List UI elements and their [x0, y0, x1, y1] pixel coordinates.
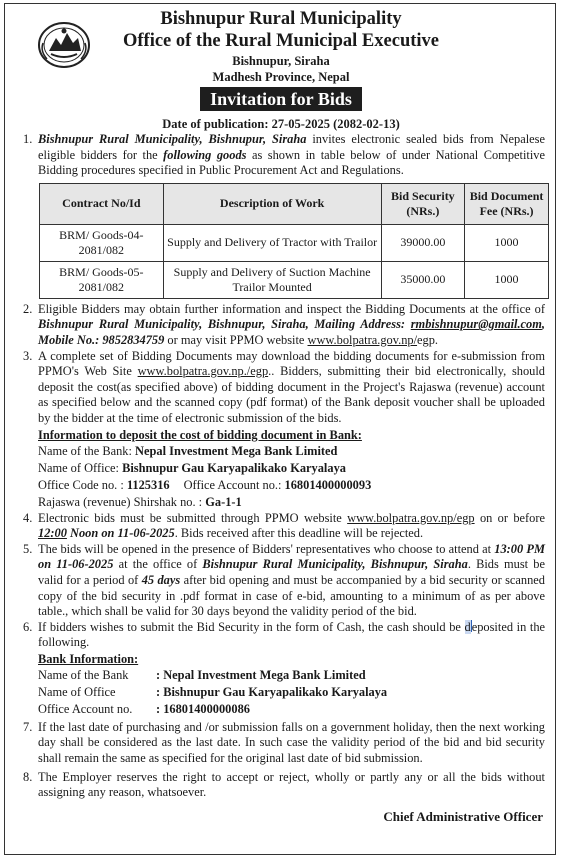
bank-info-row: Name of Office : Bishnupur Gau Karyapalikako Karyalaya [38, 684, 388, 699]
table-row: BRM/ Goods-04-2081/082 Supply and Delivery of Tractor with Trailor 39000.00 1000 [40, 224, 549, 261]
text-selection[interactable]: d [464, 619, 471, 634]
deposit-heading: Information to deposit the cost of bidding document in Bank: [38, 427, 362, 442]
clause-7: 7. If the last date of purchasing and /or submission falls on a government holiday, then the next working day shall be considered as the last date. In such case the validity period of the bid and bid security shall remain the same as specified for the original last date of bid submission. [23, 719, 545, 766]
deposit-codes: Office Code no. : 1125316 Office Account no.: 16801400000093 [38, 477, 372, 492]
notice-title: Invitation for Bids [200, 87, 362, 111]
publication-date: Date of publication: 27-05-2025 (2082-02-13) [162, 117, 400, 131]
col-fee: Bid Document Fee (NRs.) [465, 183, 549, 224]
col-security: Bid Security (NRs.) [381, 183, 465, 224]
municipality-name: Bishnupur Rural Municipality [160, 9, 402, 29]
clause-3: 3. A complete set of Bidding Documents may download the bidding documents for e-submission from PPMO's Web Site www.bolpatra.gov.np./egp.. Bidders, submitting their bid electronically, should deposit the cost(as specified above) of bidding document in the Project's Rajaswa (revenue) account as specified below and the scanned copy (pdf format) of the Bank deposit voucher shall be uploaded by the bidder at the time of electronic submission of the bids. [23, 348, 545, 425]
bid-table [39, 183, 549, 299]
ppmo-link[interactable]: www.bolpatra.gov.np/ [307, 332, 418, 347]
address-line-2: Madhesh Province, Nepal [212, 70, 350, 84]
clause-6: 6. If bidders wishes to submit the Bid Security in the form of Cash, the cash should be deposited in the following. [23, 619, 546, 650]
letterhead [17, 9, 545, 111]
clause-5: 5. The bids will be opened in the presence of Bidders' representatives who choose to attend at 13:00 PM on 11-06-2025 at the office of Bishnupur Rural Municipality, Bishnupur, Siraha. Bids must be valid for a period of 45 days after bid opening and must be accompanied by a bid security or scanned copy of the bid security in .pdf format in case of e-bid, amounting to a minimum of as per above table., which shall be valid for 30 days beyond the validity period of the bid. [23, 541, 545, 619]
document-page [4, 3, 556, 855]
egp-link[interactable]: www.bolpatra.gov.np/egp [347, 510, 475, 525]
deposit-office: Name of Office: Bishnupur Gau Karyapalikako Karyalaya [38, 460, 346, 475]
deposit-shirshak: Rajaswa (revenue) Shirshak no. : Ga-1-1 [38, 494, 242, 509]
table-row: BRM/ Goods-05-2081/082 Supply and Delivery of Suction Machine Trailor Mounted 35000.00 1000 [40, 261, 549, 298]
bolpatra-link[interactable]: www.bolpatra.gov.np./egp [137, 364, 269, 379]
col-contract: Contract No/Id [40, 183, 164, 224]
deposit-bank: Name of the Bank: Nepal Investment Mega Bank Limited [38, 443, 338, 458]
address-line-1: Bishnupur, Siraha [232, 54, 330, 68]
emblem-logo [37, 21, 91, 69]
col-description: Description of Work [163, 183, 381, 224]
bank-info-row: Name of the Bank : Nepal Investment Mega Bank Limited [38, 667, 366, 682]
bank-info-heading: Bank Information: [38, 651, 139, 666]
clause-2: 2. Eligible Bidders may obtain further information and inspect the Bidding Documents at the office of Bishnupur Rural Municipality, Bishnupur, Siraha, Mailing Address: rmbishnupur@gmail.com, Mobile No.: 9852834759 or may visit PPMO website www.bolpatra.gov.np/egp. [23, 301, 545, 347]
clause-1: 1. Bishnupur Rural Municipality, Bishnupur, Siraha invites electronic sealed bids from Nepalese eligible bidders for the following goods as shown in table below of under National Competitive Bidding procedures specified in Public Procurement Act and Regulations. [23, 132, 545, 178]
bank-info-row: Office Account no. : 16801400000086 [38, 701, 250, 716]
office-name: Office of the Rural Municipal Executive [123, 31, 439, 51]
email-link[interactable]: rmbishnupur@gmail.com [410, 317, 542, 332]
clause-8: 8. The Employer reserves the right to accept or reject, wholly or partly any or all the bids without assigning any reason, whatsoever. [23, 769, 545, 800]
clause-4: 4. Electronic bids must be submitted through PPMO website www.bolpatra.gov.np/egp on or before 12:00 Noon on 11-06-2025. Bids received after this deadline will be rejected. [23, 510, 545, 541]
signature-title: Chief Administrative Officer [383, 808, 543, 824]
